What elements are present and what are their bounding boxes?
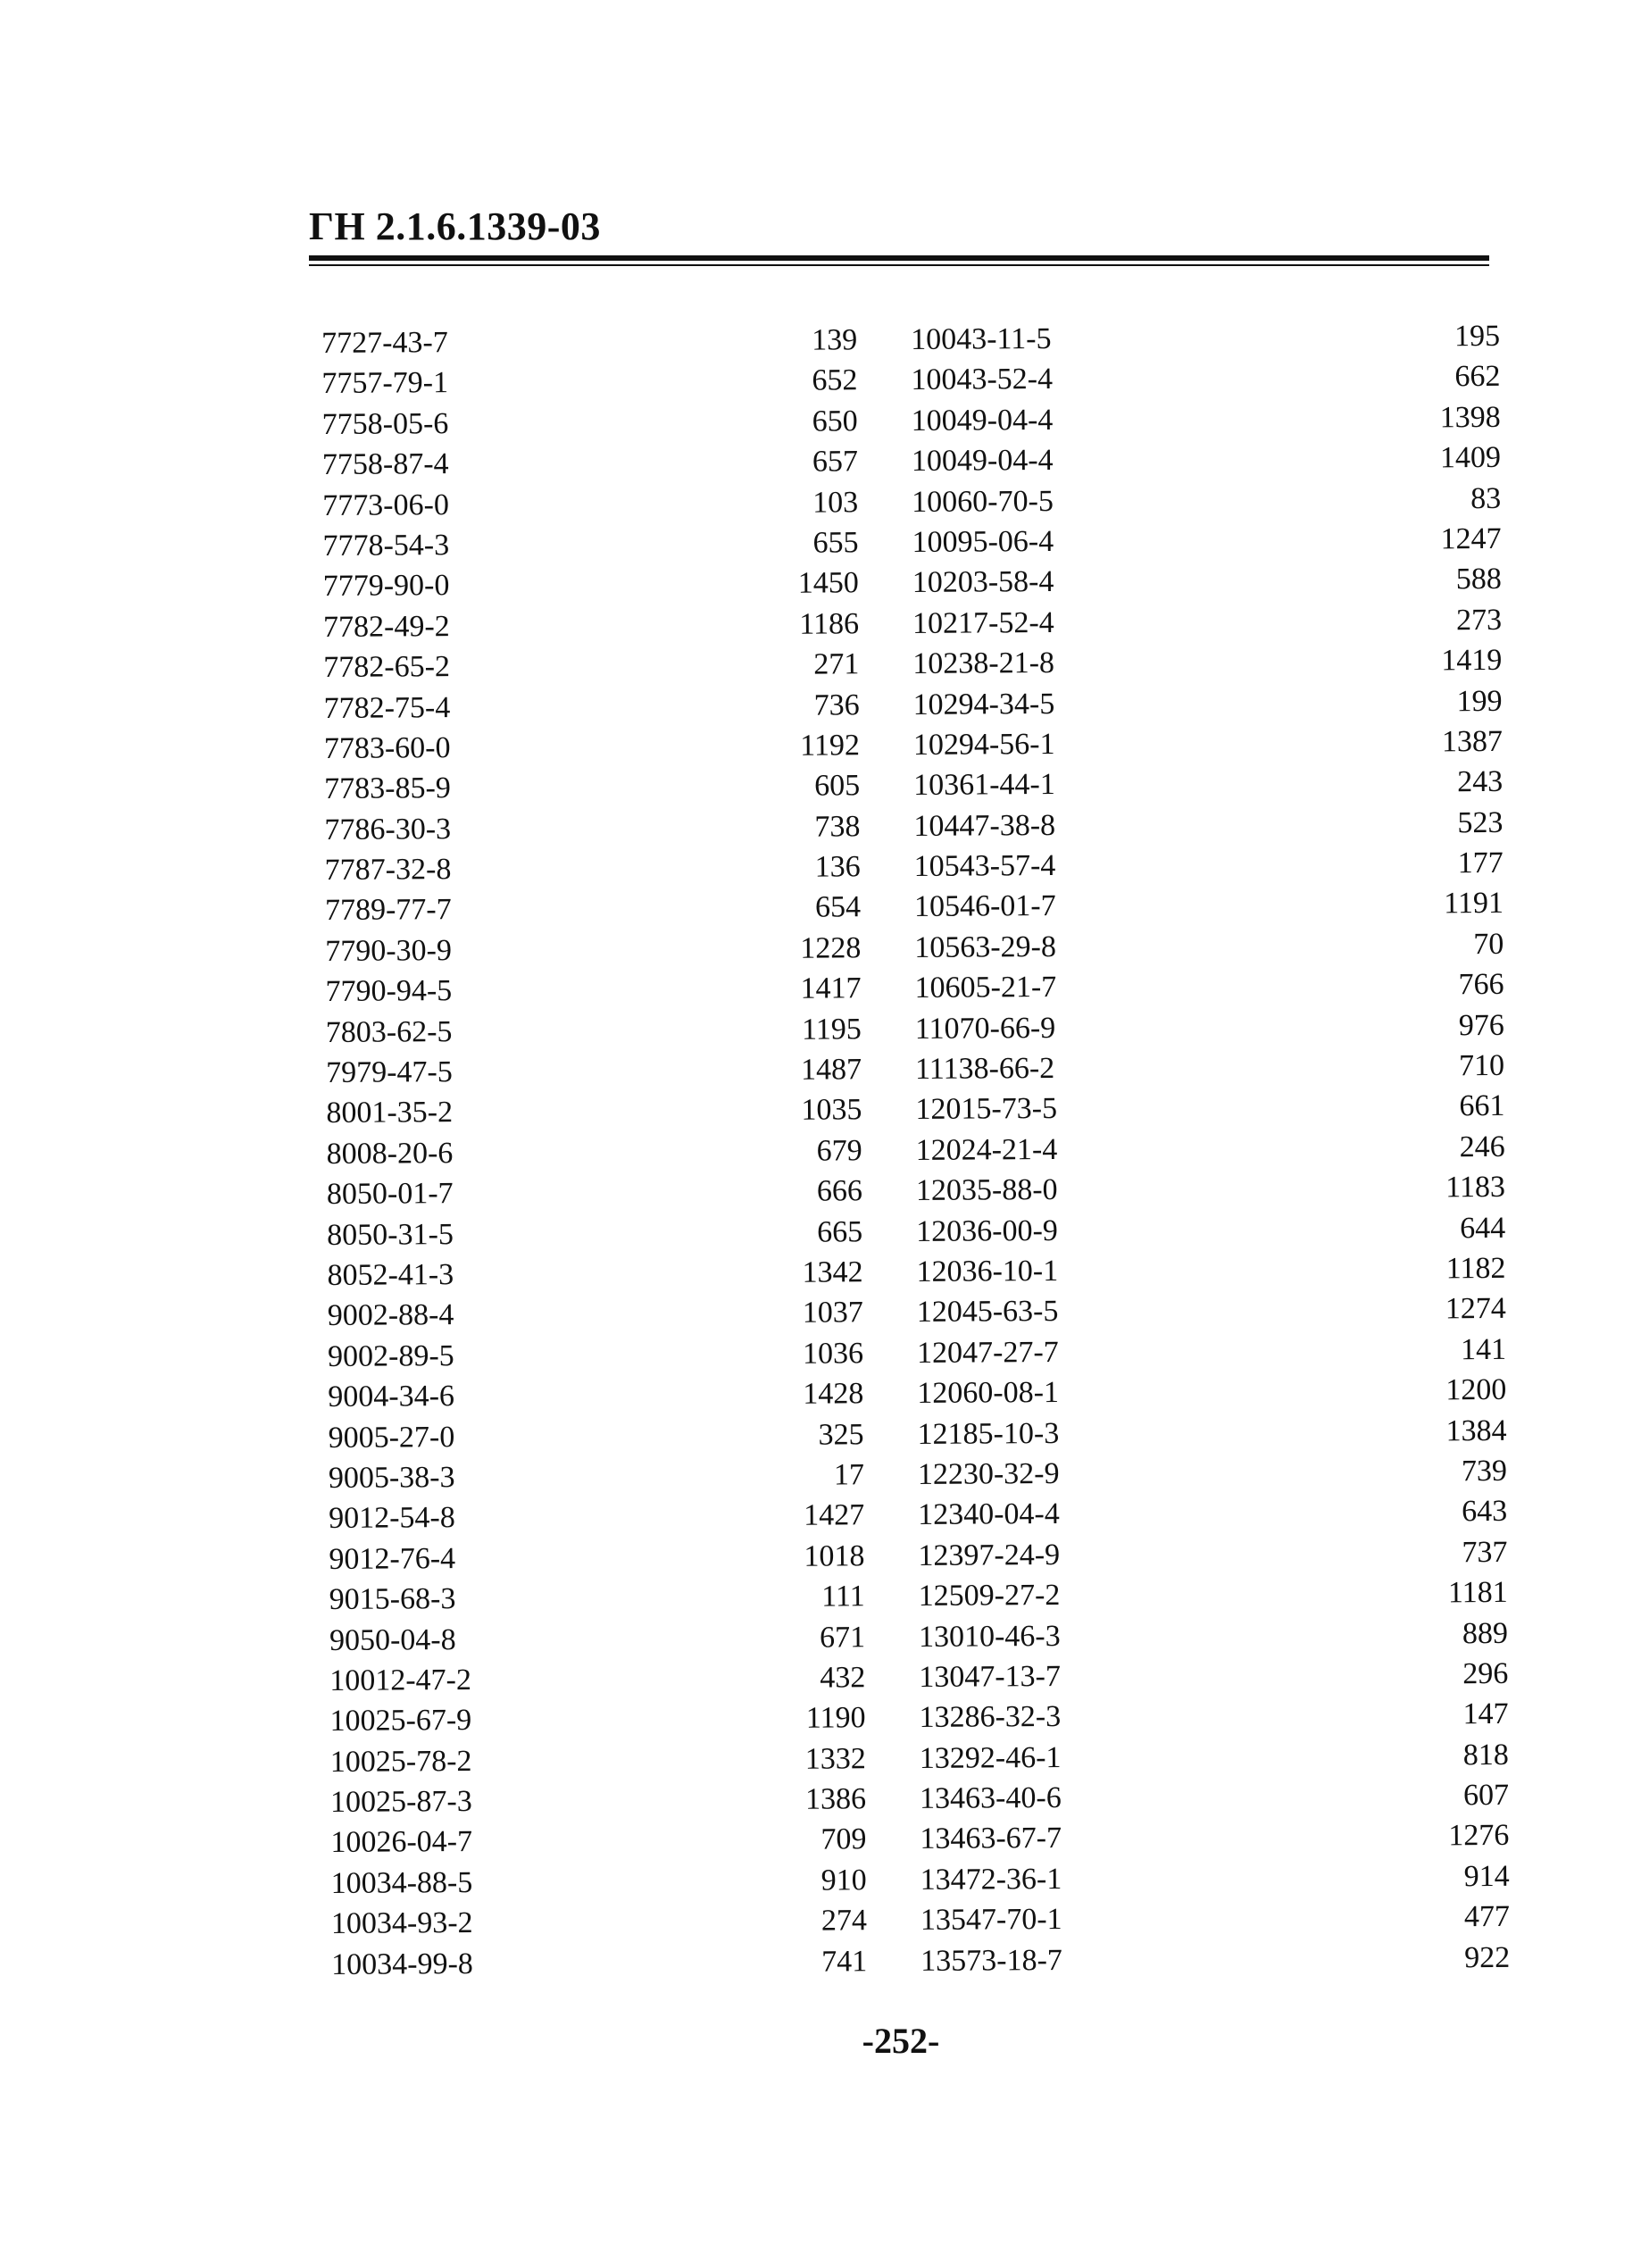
cas-number-left: 7979-47-5 — [326, 1055, 453, 1090]
cas-number-left: 10034-93-2 — [330, 1906, 473, 1941]
cas-number-left: 7786-30-3 — [324, 812, 452, 846]
page-ref-right: 1274 — [1445, 1292, 1506, 1326]
cas-number-left: 8050-01-7 — [326, 1177, 454, 1212]
page-ref-right: 818 — [1462, 1738, 1509, 1772]
page-ref-left: 139 — [812, 323, 858, 357]
cas-number-left: 7782-49-2 — [322, 609, 450, 644]
page-ref-left: 136 — [814, 850, 861, 884]
page-ref-left: 1487 — [801, 1053, 862, 1087]
page-ref-right: 1183 — [1445, 1171, 1506, 1205]
page-ref-left: 1332 — [804, 1741, 866, 1776]
cas-number-left: 9005-27-0 — [328, 1420, 455, 1455]
header-rule-thin — [309, 264, 1489, 266]
page-ref-left: 1035 — [801, 1093, 862, 1128]
page-ref-right: 1398 — [1439, 400, 1501, 435]
cas-number-right: 10238-21-8 — [912, 646, 1055, 681]
page-ref-left: 910 — [820, 1864, 867, 1897]
cas-number-right: 13573-18-7 — [920, 1943, 1062, 1978]
page-ref-left: 325 — [818, 1417, 864, 1452]
cas-number-right: 12045-63-5 — [916, 1295, 1059, 1330]
page-ref-right: 662 — [1454, 360, 1501, 394]
cas-number-right: 12036-10-1 — [916, 1254, 1059, 1288]
page-ref-left: 666 — [816, 1174, 863, 1208]
cas-number-right: 10546-01-7 — [913, 889, 1056, 924]
page-ref-left: 652 — [812, 363, 858, 398]
page-ref-left: 736 — [813, 688, 860, 722]
cas-number-right: 12397-24-9 — [918, 1538, 1061, 1572]
cas-number-right: 11070-66-9 — [914, 1011, 1056, 1046]
page-number: -252- — [862, 2021, 940, 2061]
cas-number-right: 10447-38-8 — [913, 808, 1056, 843]
cas-number-left: 9004-34-6 — [328, 1380, 455, 1414]
page-ref-right: 607 — [1462, 1778, 1510, 1813]
index-table — [321, 316, 1563, 1985]
page-ref-right: 70 — [1473, 927, 1504, 961]
cas-number-right: 12230-32-9 — [917, 1456, 1060, 1491]
page-ref-left: 1037 — [802, 1296, 863, 1330]
cas-number-right: 12015-73-5 — [915, 1092, 1058, 1127]
page-ref-right: 147 — [1462, 1697, 1509, 1731]
cas-number-right: 11138-66-2 — [915, 1052, 1055, 1086]
cas-number-left: 10025-87-3 — [330, 1785, 472, 1820]
page-ref-left: 605 — [814, 769, 861, 803]
page-ref-right: 243 — [1457, 765, 1504, 799]
cas-number-right: 13010-46-3 — [918, 1619, 1061, 1654]
page-ref-left: 1450 — [797, 566, 859, 601]
cas-number-left: 7787-32-8 — [324, 853, 452, 888]
page-ref-left: 103 — [812, 485, 859, 520]
cas-number-right: 10605-21-7 — [914, 971, 1057, 1005]
cas-number-right: 10049-04-4 — [911, 403, 1054, 438]
page-ref-right: 1409 — [1439, 441, 1502, 475]
cas-number-left: 7778-54-3 — [322, 529, 450, 563]
page-ref-left: 1427 — [804, 1498, 865, 1533]
cas-number-right: 13047-13-7 — [919, 1659, 1062, 1694]
page-ref-right: 766 — [1458, 968, 1504, 1002]
page-ref-right: 737 — [1462, 1535, 1508, 1569]
cas-number-left: 9005-38-3 — [328, 1461, 455, 1495]
page-ref-right: 273 — [1455, 603, 1503, 637]
cas-number-left: 7727-43-7 — [321, 326, 448, 360]
cas-number-right: 12060-08-1 — [917, 1376, 1060, 1411]
page-ref-left: 1417 — [800, 971, 862, 1005]
cas-number-right: 12509-27-2 — [918, 1579, 1061, 1613]
page-ref-left: 1342 — [802, 1255, 863, 1289]
page-ref-left: 1228 — [800, 931, 862, 965]
cas-number-right: 10543-57-4 — [913, 849, 1056, 884]
cas-number-left: 7790-30-9 — [325, 933, 453, 968]
cas-number-left: 9012-54-8 — [329, 1501, 455, 1536]
cas-number-right: 10043-52-4 — [911, 363, 1054, 397]
cas-number-left: 7757-79-1 — [321, 366, 449, 401]
page-ref-left: 432 — [820, 1661, 866, 1695]
page-title: ГН 2.1.6.1339-03 — [309, 204, 601, 248]
page-ref-right: 199 — [1456, 684, 1503, 718]
cas-number-left: 9002-88-4 — [327, 1298, 454, 1333]
cas-number-left: 7758-87-4 — [321, 447, 449, 482]
page-ref-right: 643 — [1462, 1495, 1508, 1529]
cas-number-left: 7783-60-0 — [323, 731, 451, 765]
page-ref-left: 650 — [812, 404, 858, 438]
cas-number-right: 10203-58-4 — [912, 565, 1054, 600]
page-ref-right: 889 — [1462, 1616, 1509, 1650]
cas-number-left: 7789-77-7 — [324, 893, 452, 928]
page-ref-left: 111 — [821, 1580, 865, 1613]
cas-number-left: 9050-04-8 — [329, 1622, 456, 1657]
page-ref-right: 739 — [1461, 1454, 1507, 1488]
cas-number-left: 10034-99-8 — [331, 1947, 473, 1981]
page-ref-right: 141 — [1460, 1332, 1507, 1366]
cas-number-left: 10026-04-7 — [330, 1825, 473, 1860]
page-ref-right: 177 — [1457, 846, 1504, 880]
page-ref-left: 741 — [821, 1944, 868, 1979]
cas-number-left: 7790-94-5 — [325, 974, 453, 1009]
cas-number-left: 7783-85-9 — [324, 771, 451, 806]
cas-number-right: 12340-04-4 — [918, 1497, 1060, 1532]
cas-number-left: 9012-76-4 — [329, 1541, 456, 1576]
cas-number-left: 7782-75-4 — [323, 690, 451, 725]
page-ref-right: 296 — [1462, 1656, 1509, 1691]
cas-number-right: 10294-56-1 — [912, 727, 1055, 762]
page-ref-left: 1195 — [801, 1012, 862, 1046]
cas-number-right: 12035-88-0 — [915, 1173, 1058, 1208]
header-rule-thick — [309, 255, 1489, 261]
cas-number-right: 10095-06-4 — [912, 524, 1054, 559]
cas-number-right: 13463-67-7 — [920, 1822, 1062, 1856]
page-ref-left: 274 — [820, 1904, 868, 1938]
page-ref-left: 1036 — [802, 1337, 864, 1371]
cas-number-right: 13472-36-1 — [920, 1862, 1062, 1897]
page-ref-right: 922 — [1464, 1940, 1511, 1974]
page-ref-right: 1419 — [1441, 644, 1503, 678]
page-ref-left: 1428 — [803, 1377, 864, 1411]
page-ref-right: 1384 — [1445, 1413, 1507, 1447]
page-ref-left: 679 — [816, 1134, 862, 1168]
cas-number-left: 8001-35-2 — [326, 1096, 454, 1130]
cas-number-right: 10563-29-8 — [914, 930, 1057, 964]
page-ref-right: 644 — [1460, 1211, 1506, 1245]
page-ref-left: 665 — [817, 1214, 863, 1249]
table-row — [331, 1937, 1563, 1985]
page-ref-left: 671 — [819, 1620, 866, 1655]
page-ref-right: 246 — [1459, 1130, 1505, 1164]
page-ref-right: 1182 — [1445, 1251, 1506, 1286]
cas-number-left: 10025-67-9 — [329, 1704, 472, 1739]
cas-number-right: 12036-00-9 — [916, 1213, 1058, 1248]
page-ref-right: 710 — [1458, 1048, 1505, 1083]
cas-number-right: 13547-70-1 — [920, 1903, 1062, 1938]
page-ref-left: 1186 — [799, 607, 860, 641]
page-ref-right: 83 — [1470, 481, 1502, 515]
cas-number-left: 7782-65-2 — [323, 650, 451, 685]
page-ref-right: 1191 — [1444, 887, 1504, 921]
cas-number-left: 8052-41-3 — [327, 1258, 454, 1292]
page-ref-left: 1018 — [804, 1539, 865, 1573]
page-ref-right: 661 — [1459, 1089, 1505, 1123]
page-ref-left: 1192 — [800, 729, 861, 763]
page-ref-left: 1386 — [804, 1782, 867, 1816]
cas-number-left: 7779-90-0 — [322, 569, 450, 604]
cas-number-left: 8050-31-5 — [327, 1217, 454, 1252]
cas-number-left: 9015-68-3 — [329, 1582, 456, 1617]
cas-number-left: 7758-05-6 — [321, 406, 449, 441]
page-ref-left: 17 — [833, 1458, 865, 1492]
page-ref-right: 976 — [1458, 1008, 1504, 1042]
cas-number-right: 10217-52-4 — [912, 605, 1054, 640]
page-ref-right: 1387 — [1441, 724, 1503, 759]
page-ref-right: 1247 — [1440, 521, 1502, 556]
page-ref-left: 657 — [812, 445, 859, 479]
cas-number-left: 9002-89-5 — [327, 1338, 454, 1373]
page-ref-right: 195 — [1454, 319, 1501, 354]
page-ref-right: 1181 — [1447, 1576, 1508, 1610]
page-ref-right: 588 — [1455, 563, 1502, 596]
page-ref-left: 709 — [820, 1822, 867, 1857]
cas-number-right: 10043-11-5 — [911, 322, 1052, 356]
cas-number-left: 8008-20-6 — [326, 1136, 454, 1171]
page-ref-right: 1276 — [1448, 1819, 1510, 1853]
cas-number-left: 7803-62-5 — [325, 1014, 453, 1049]
cas-number-right: 10049-04-4 — [911, 444, 1054, 479]
page-ref-left: 1190 — [805, 1701, 866, 1735]
cas-number-right: 12047-27-7 — [916, 1335, 1059, 1370]
cas-number-right: 12185-10-3 — [917, 1416, 1060, 1451]
cas-number-right: 13463-40-6 — [919, 1781, 1062, 1815]
cas-number-left: 10012-47-2 — [329, 1663, 472, 1697]
page-ref-left: 655 — [812, 526, 859, 560]
cas-number-right: 10294-34-5 — [912, 687, 1055, 721]
cas-number-right: 10060-70-5 — [912, 484, 1054, 519]
cas-number-right: 12024-21-4 — [915, 1132, 1058, 1167]
page-ref-right: 1200 — [1445, 1373, 1507, 1407]
cas-number-right: 13292-46-1 — [919, 1740, 1062, 1775]
page-ref-left: 654 — [814, 890, 862, 925]
page-ref-left: 271 — [813, 647, 860, 681]
page-ref-right: 477 — [1463, 1900, 1511, 1934]
cas-number-right: 10361-44-1 — [913, 768, 1055, 803]
page-ref-left: 738 — [814, 810, 861, 844]
cas-number-left: 10025-78-2 — [329, 1744, 472, 1779]
page-ref-right: 914 — [1463, 1859, 1510, 1894]
cas-number-left: 10034-88-5 — [330, 1865, 473, 1900]
cas-number-left: 7773-06-0 — [322, 488, 450, 522]
page-ref-right: 523 — [1457, 805, 1504, 839]
cas-number-right: 13286-32-3 — [919, 1700, 1062, 1735]
